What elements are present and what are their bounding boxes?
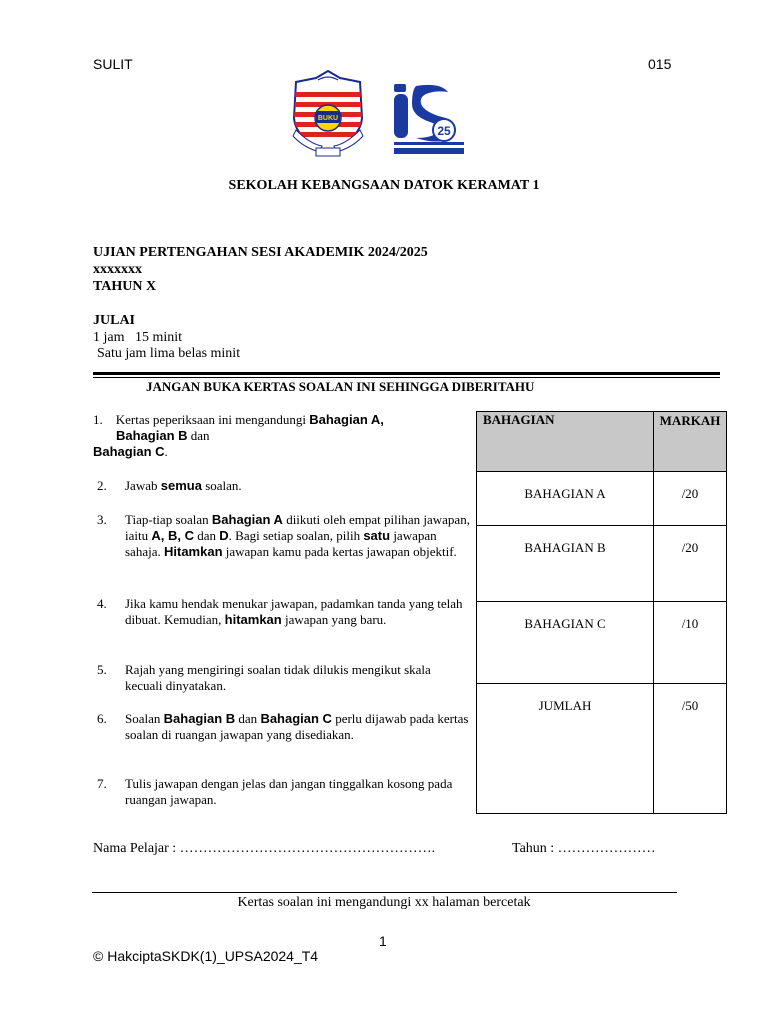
row-marks: /20 bbox=[654, 526, 727, 602]
instruction-3: 3. Tiap-tiap soalan Bahagian A diikuti oleh empat pilihan jawapan, iaitu A, B, C dan D. Bagi setiap soalan, pilih satu jawapan sahaja. Hitamkan jawapan kamu pada kertas jawapan objektif. bbox=[97, 512, 470, 559]
copyright: © HakciptaSKDK(1)_UPSA2024_T4 bbox=[93, 948, 319, 964]
row-section: BAHAGIAN C bbox=[477, 602, 654, 684]
double-rule-top bbox=[93, 372, 720, 375]
school-crest-icon bbox=[290, 68, 366, 160]
instruction-number: 1. bbox=[93, 412, 103, 427]
instruction-4: 4. Jika kamu hendak menukar jawapan, padamkan tanda yang telah dibuat. Kemudian, hitamkan jawapan yang baru. bbox=[97, 596, 463, 627]
marks-table bbox=[476, 411, 727, 814]
crest-text: BUKU bbox=[317, 115, 339, 122]
exam-duration: 1 jam 15 minit bbox=[93, 330, 183, 345]
warning-text: JANGAN BUKA KERTAS SOALAN INI SEHINGGA DIBERITAHU bbox=[146, 379, 535, 394]
instruction-2: 2. Jawab semua soalan. bbox=[97, 478, 242, 493]
instruction-7: 7. Tulis jawapan dengan jelas dan jangan tinggalkan kosong pada ruangan jawapan. bbox=[97, 776, 453, 807]
pages-note: Kertas soalan ini mengandungi xx halaman bercetak bbox=[237, 895, 531, 910]
row-marks: /10 bbox=[654, 602, 727, 684]
row-marks: /50 bbox=[654, 684, 727, 814]
anniversary-text: 25 bbox=[437, 124, 451, 138]
table-row bbox=[477, 684, 727, 814]
exam-month: JULAI bbox=[93, 313, 136, 328]
exam-duration-words: Satu jam lima belas minit bbox=[97, 346, 241, 361]
exam-year: TAHUN X bbox=[93, 279, 157, 294]
row-marks: /20 bbox=[654, 472, 727, 526]
header-marks: MARKAH bbox=[654, 412, 727, 472]
header-right: 015 bbox=[648, 56, 672, 72]
table-row bbox=[477, 602, 727, 684]
instruction-6: 6. Soalan Bahagian B dan Bahagian C perlu dijawab pada kertas soalan di ruangan jawapan yang disediakan. bbox=[97, 711, 469, 742]
page-number: 1 bbox=[379, 933, 387, 949]
exam-title: UJIAN PERTENGAHAN SESI AKADEMIK 2024/2025 bbox=[93, 245, 428, 260]
row-section: JUMLAH bbox=[477, 684, 654, 814]
footer-rule bbox=[92, 892, 677, 893]
header-section: BAHAGIAN bbox=[477, 412, 654, 472]
student-year-field[interactable]: Tahun : ………………… bbox=[512, 841, 656, 856]
instruction-1: 1. Kertas peperiksaan ini mengandungi Bahagian A, Bahagian B dan Bahagian C. bbox=[93, 412, 384, 459]
header-left: SULIT bbox=[93, 56, 133, 72]
marks-table-header bbox=[477, 412, 727, 472]
student-name-field[interactable]: Nama Pelajar : ………………………………………………. bbox=[93, 841, 436, 856]
table-row bbox=[477, 472, 727, 526]
instruction-5: 5. Rajah yang mengiringi soalan tidak dilukis mengikut skala kecuali dinyatakan. bbox=[97, 662, 431, 693]
row-section: BAHAGIAN A bbox=[477, 472, 654, 526]
double-rule-bottom bbox=[93, 377, 720, 378]
table-row bbox=[477, 526, 727, 602]
exam-subject: xxxxxxx bbox=[93, 262, 142, 277]
school-name: SEKOLAH KEBANGSAAN DATOK KERAMAT 1 bbox=[228, 178, 540, 193]
row-section: BAHAGIAN B bbox=[477, 526, 654, 602]
anniversary-25-logo-icon bbox=[392, 80, 466, 158]
